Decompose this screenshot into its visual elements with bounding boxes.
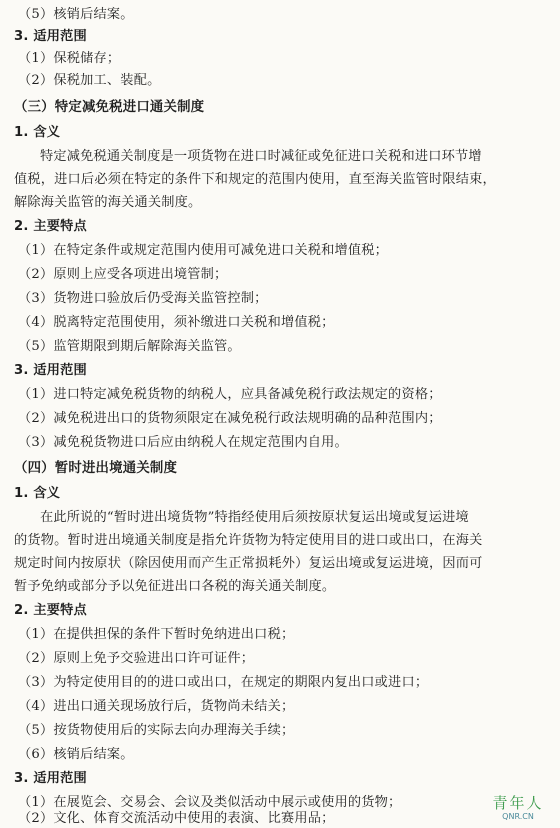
subheading: 1. 含义 [14, 486, 61, 501]
text-line: （3）减免税货物进口后应由纳税人在规定范围内自用。 [18, 435, 348, 450]
paragraph-line: 值税，进口后必须在特定的条件下和规定的范围内使用，直至海关监管时限结束， [14, 172, 496, 187]
subheading: 1. 含义 [14, 125, 61, 140]
paragraph-line: 规定时间内按原状（除因使用而产生正常损耗外）复运出境或复运进境，因而可 [14, 556, 483, 571]
text-line: （5）监管期限到期后解除海关监管。 [18, 339, 241, 354]
text-line: （5）核销后结案。 [18, 7, 134, 22]
section-heading: （三）特定减免税进口通关制度 [14, 100, 205, 115]
watermark-sub: QNR.CN [502, 812, 534, 821]
watermark-main: 青年人 [492, 794, 544, 812]
watermark-logo [486, 794, 550, 824]
text-line: （2）保税加工、装配。 [18, 73, 161, 88]
text-line: （2）文化、体育交流活动中使用的表演、比赛用品； [18, 811, 335, 826]
text-line: （3）货物进口验放后仍受海关监管控制； [18, 291, 268, 306]
text-line: （5）按货物使用后的实际去向办理海关手续； [18, 723, 295, 738]
text-line: （1）保税储存； [18, 51, 121, 66]
text-line: （1）在提供担保的条件下暂时免纳进出口税； [18, 627, 295, 642]
text-line: （1）在特定条件或规定范围内使用可减免进口关税和增值税； [18, 243, 389, 258]
paragraph-line: 特定减免税通关制度是一项货物在进口时减征或免征进口关税和进口环节增 [40, 149, 482, 164]
text-line: （2）原则上应受各项进出境管制； [18, 267, 228, 282]
subheading: 3. 适用范围 [14, 363, 87, 378]
text-line: （4）脱离特定范围使用，须补缴进口关税和增值税； [18, 315, 335, 330]
text-line: （2）减免税进出口的货物须限定在减免税行政法规明确的品种范围内； [18, 411, 442, 426]
paragraph-line: 暂予免纳或部分予以免征进出口各税的海关通关制度。 [14, 579, 336, 594]
text-line: （3）为特定使用目的的进口或出口，在规定的期限内复出口或进口； [18, 675, 429, 690]
paragraph-line: 解除海关监管的海关通关制度。 [14, 195, 202, 210]
paragraph-line: 的货物。暂时进出境通关制度是指允许货物为特定使用目的进口或出口，在海关 [14, 533, 483, 548]
text-line: （2）原则上免予交验进出口许可证件； [18, 651, 255, 666]
subheading: 2. 主要特点 [14, 603, 87, 618]
paragraph-line: 在此所说的“暂时进出境货物”特指经使用后须按原状复运出境或复运进境 [40, 510, 469, 525]
subheading: 3. 适用范围 [14, 771, 87, 786]
subheading: 3. 适用范围 [14, 29, 87, 44]
text-line: （1）在展览会、交易会、会议及类似活动中展示或使用的货物； [18, 795, 402, 810]
text-line: （6）核销后结案。 [18, 747, 134, 762]
text-line: （1）进口特定减免税货物的纳税人，应具备减免税行政法规定的资格； [18, 387, 442, 402]
subheading: 2. 主要特点 [14, 219, 87, 234]
section-heading: （四）暂时进出境通关制度 [14, 461, 178, 476]
text-line: （4）进出口通关现场放行后，货物尚未结关； [18, 699, 295, 714]
